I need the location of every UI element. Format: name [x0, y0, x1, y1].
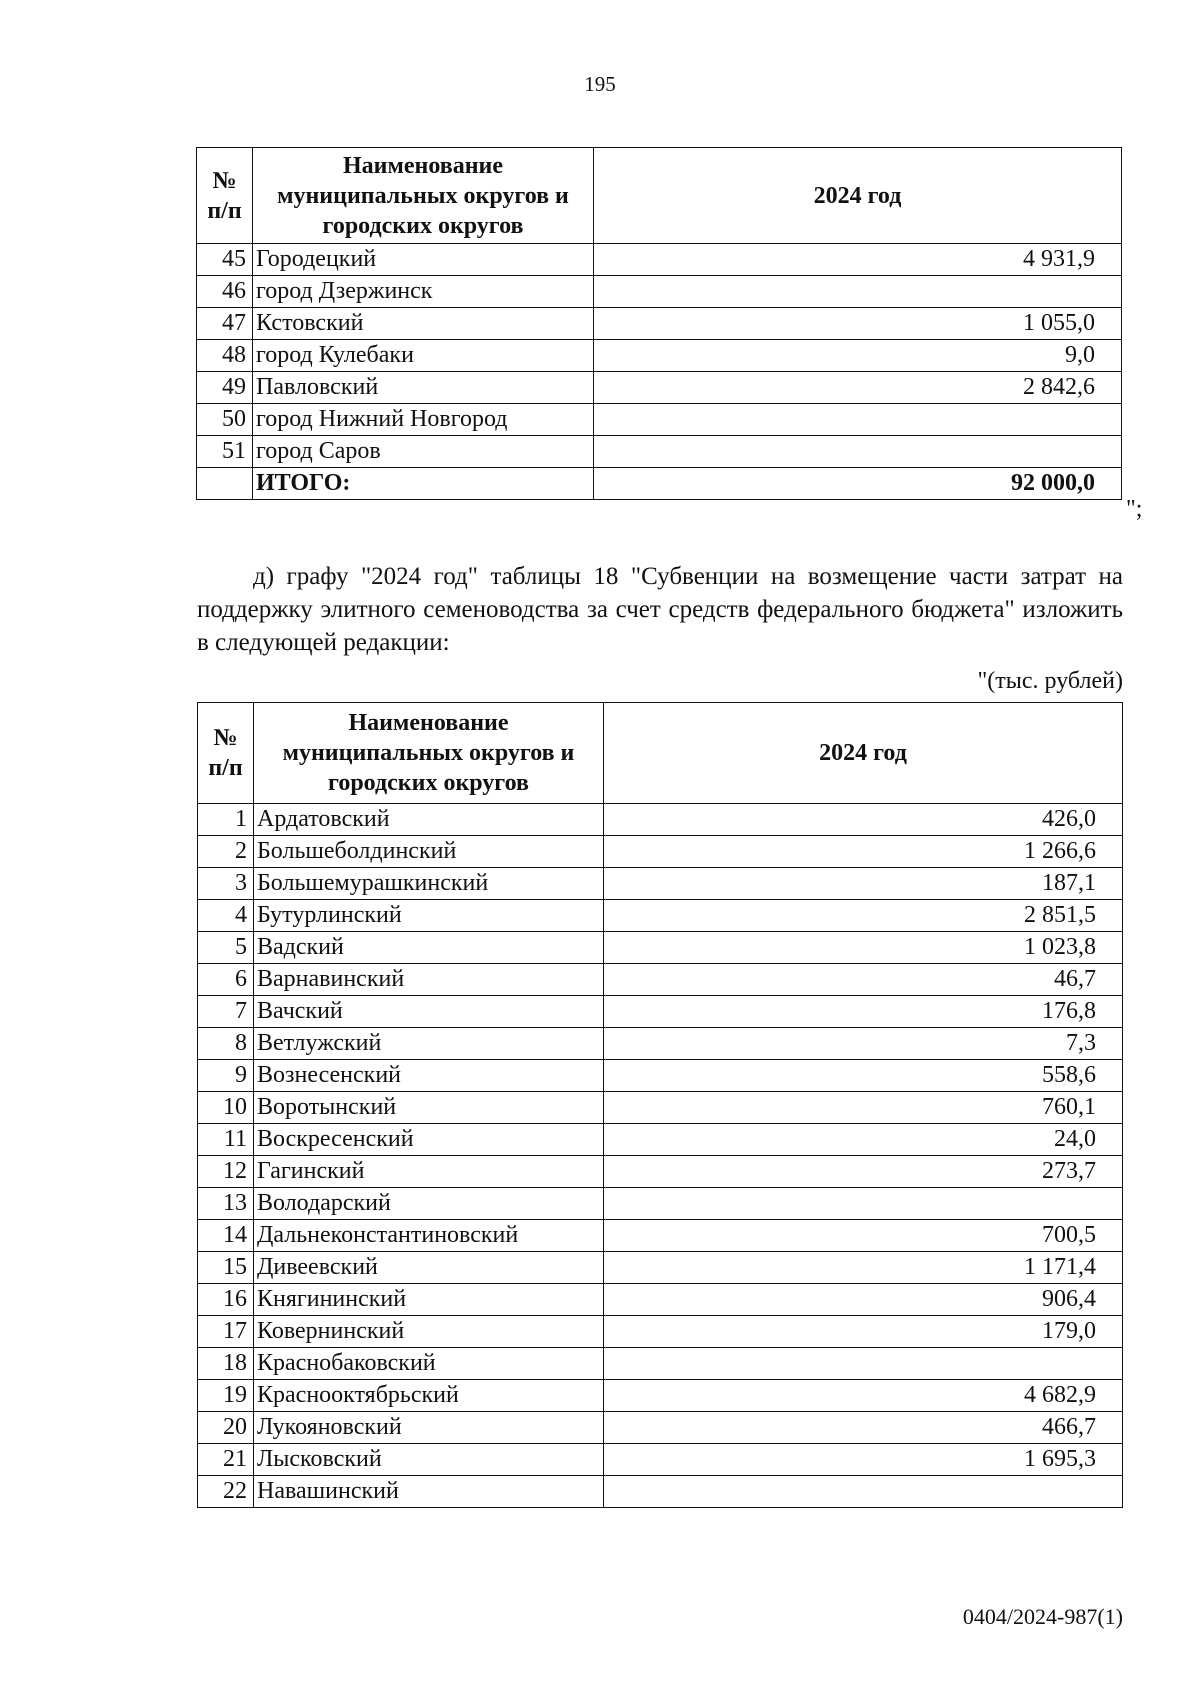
document-code: 0404/2024-987(1) [962, 1604, 1123, 1629]
amount-2024: 9,0 [594, 340, 1122, 372]
table-row [197, 244, 1122, 276]
amount-2024: 906,4 [604, 1284, 1123, 1316]
amount-2024: 426,0 [604, 804, 1123, 836]
table-row [198, 868, 1123, 900]
row-number: 17 [198, 1316, 254, 1348]
header-number: № п/п [198, 703, 254, 804]
amendment-text: д) графу "2024 год" таблицы 18 "Субвенции на возмещение части затрат на поддержку элитного семеноводства за счет средств федерального бюджета" изложить в следующей редакции: [197, 563, 1123, 656]
amount-2024: 1 023,8 [604, 932, 1123, 964]
amount-2024: 1 266,6 [604, 836, 1123, 868]
district-name: Кстовский [253, 308, 594, 340]
table-row [198, 1156, 1123, 1188]
row-number: 47 [197, 308, 253, 340]
district-name: Вадский [254, 932, 604, 964]
district-name: Краснооктябрьский [254, 1380, 604, 1412]
district-name: Лукояновский [254, 1412, 604, 1444]
row-number: 8 [198, 1028, 254, 1060]
amendment-paragraph [197, 560, 1123, 659]
district-name: Городецкий [253, 244, 594, 276]
seed-subsidy-table [197, 702, 1123, 1508]
amount-2024: 7,3 [604, 1028, 1123, 1060]
row-number: 22 [198, 1476, 254, 1508]
closing-quote: "; [1126, 496, 1143, 522]
district-name: Варнавинский [254, 964, 604, 996]
table-row [198, 1316, 1123, 1348]
row-number: 14 [198, 1220, 254, 1252]
row-number: 48 [197, 340, 253, 372]
table-row [198, 932, 1123, 964]
district-name: Бутурлинский [254, 900, 604, 932]
table-row [198, 1220, 1123, 1252]
row-number: 21 [198, 1444, 254, 1476]
district-name: Павловский [253, 372, 594, 404]
table-row [198, 1028, 1123, 1060]
row-number: 6 [198, 964, 254, 996]
table-row [197, 404, 1122, 436]
district-name: Ветлужский [254, 1028, 604, 1060]
row-number: 3 [198, 868, 254, 900]
table-row [198, 1444, 1123, 1476]
table-row [197, 372, 1122, 404]
amount-2024: 558,6 [604, 1060, 1123, 1092]
row-number: 11 [198, 1124, 254, 1156]
header-name: Наименование муниципальных округов и городских округов [254, 703, 604, 804]
row-number: 2 [198, 836, 254, 868]
district-name: город Нижний Новгород [253, 404, 594, 436]
amount-2024 [594, 436, 1122, 468]
table-row [198, 1284, 1123, 1316]
amount-2024: 2 851,5 [604, 900, 1123, 932]
district-name: Большеболдинский [254, 836, 604, 868]
table-row [198, 1476, 1123, 1508]
total-row [197, 468, 1122, 500]
district-name: Краснобаковский [254, 1348, 604, 1380]
table-row [198, 1380, 1123, 1412]
table-row [198, 1252, 1123, 1284]
district-name: Дивеевский [254, 1252, 604, 1284]
row-number: 19 [198, 1380, 254, 1412]
total-label: ИТОГО: [253, 468, 594, 500]
header-number: № п/п [197, 148, 253, 244]
table-row [197, 308, 1122, 340]
district-name: Гагинский [254, 1156, 604, 1188]
amount-2024 [594, 404, 1122, 436]
row-number: 15 [198, 1252, 254, 1284]
table-header-row [198, 703, 1123, 804]
amount-2024: 4 931,9 [594, 244, 1122, 276]
amount-2024: 466,7 [604, 1412, 1123, 1444]
total-number-cell [197, 468, 253, 500]
district-name: Воскресенский [254, 1124, 604, 1156]
amount-2024: 1 695,3 [604, 1444, 1123, 1476]
row-number: 4 [198, 900, 254, 932]
district-name: Княгининский [254, 1284, 604, 1316]
row-number: 50 [197, 404, 253, 436]
district-name: Дальнеконстантиновский [254, 1220, 604, 1252]
table-row [198, 1348, 1123, 1380]
row-number: 9 [198, 1060, 254, 1092]
amount-2024: 1 171,4 [604, 1252, 1123, 1284]
amount-2024 [604, 1188, 1123, 1220]
amount-2024: 4 682,9 [604, 1380, 1123, 1412]
amount-2024: 24,0 [604, 1124, 1123, 1156]
district-name: город Саров [253, 436, 594, 468]
amount-2024: 187,1 [604, 868, 1123, 900]
table-row [198, 1188, 1123, 1220]
header-year: 2024 год [594, 148, 1122, 244]
amount-2024 [604, 1476, 1123, 1508]
row-number: 10 [198, 1092, 254, 1124]
district-name: Ардатовский [254, 804, 604, 836]
table-row [198, 996, 1123, 1028]
unit-note: "(тыс. рублей) [977, 668, 1123, 694]
row-number: 1 [198, 804, 254, 836]
district-name: Ковернинский [254, 1316, 604, 1348]
header-name: Наименование муниципальных округов и городских округов [253, 148, 594, 244]
district-name: город Кулебаки [253, 340, 594, 372]
amount-2024: 700,5 [604, 1220, 1123, 1252]
amount-2024: 179,0 [604, 1316, 1123, 1348]
header-year: 2024 год [604, 703, 1123, 804]
row-number: 45 [197, 244, 253, 276]
table-header-row [197, 148, 1122, 244]
amount-2024: 273,7 [604, 1156, 1123, 1188]
amount-2024: 2 842,6 [594, 372, 1122, 404]
row-number: 49 [197, 372, 253, 404]
amount-2024: 1 055,0 [594, 308, 1122, 340]
district-name: Вачский [254, 996, 604, 1028]
table-row [197, 436, 1122, 468]
table-row [198, 1124, 1123, 1156]
row-number: 18 [198, 1348, 254, 1380]
amount-2024: 760,1 [604, 1092, 1123, 1124]
table-row [198, 964, 1123, 996]
row-number: 51 [197, 436, 253, 468]
row-number: 12 [198, 1156, 254, 1188]
amount-2024: 46,7 [604, 964, 1123, 996]
district-name: Вознесенский [254, 1060, 604, 1092]
amount-2024 [594, 276, 1122, 308]
total-value: 92 000,0 [594, 468, 1122, 500]
amount-2024 [604, 1348, 1123, 1380]
table-row [198, 836, 1123, 868]
row-number: 46 [197, 276, 253, 308]
budget-table-continuation [196, 147, 1122, 500]
district-name: Навашинский [254, 1476, 604, 1508]
table-row [198, 1412, 1123, 1444]
district-name: Володарский [254, 1188, 604, 1220]
page-number: 195 [584, 72, 616, 96]
district-name: Лысковский [254, 1444, 604, 1476]
amount-2024: 176,8 [604, 996, 1123, 1028]
table-row [197, 340, 1122, 372]
row-number: 13 [198, 1188, 254, 1220]
row-number: 5 [198, 932, 254, 964]
row-number: 16 [198, 1284, 254, 1316]
table-row [198, 804, 1123, 836]
table-row [198, 1092, 1123, 1124]
district-name: Большемурашкинский [254, 868, 604, 900]
row-number: 7 [198, 996, 254, 1028]
district-name: Воротынский [254, 1092, 604, 1124]
table-row [198, 1060, 1123, 1092]
district-name: город Дзержинск [253, 276, 594, 308]
row-number: 20 [198, 1412, 254, 1444]
table-row [198, 900, 1123, 932]
table-row [197, 276, 1122, 308]
